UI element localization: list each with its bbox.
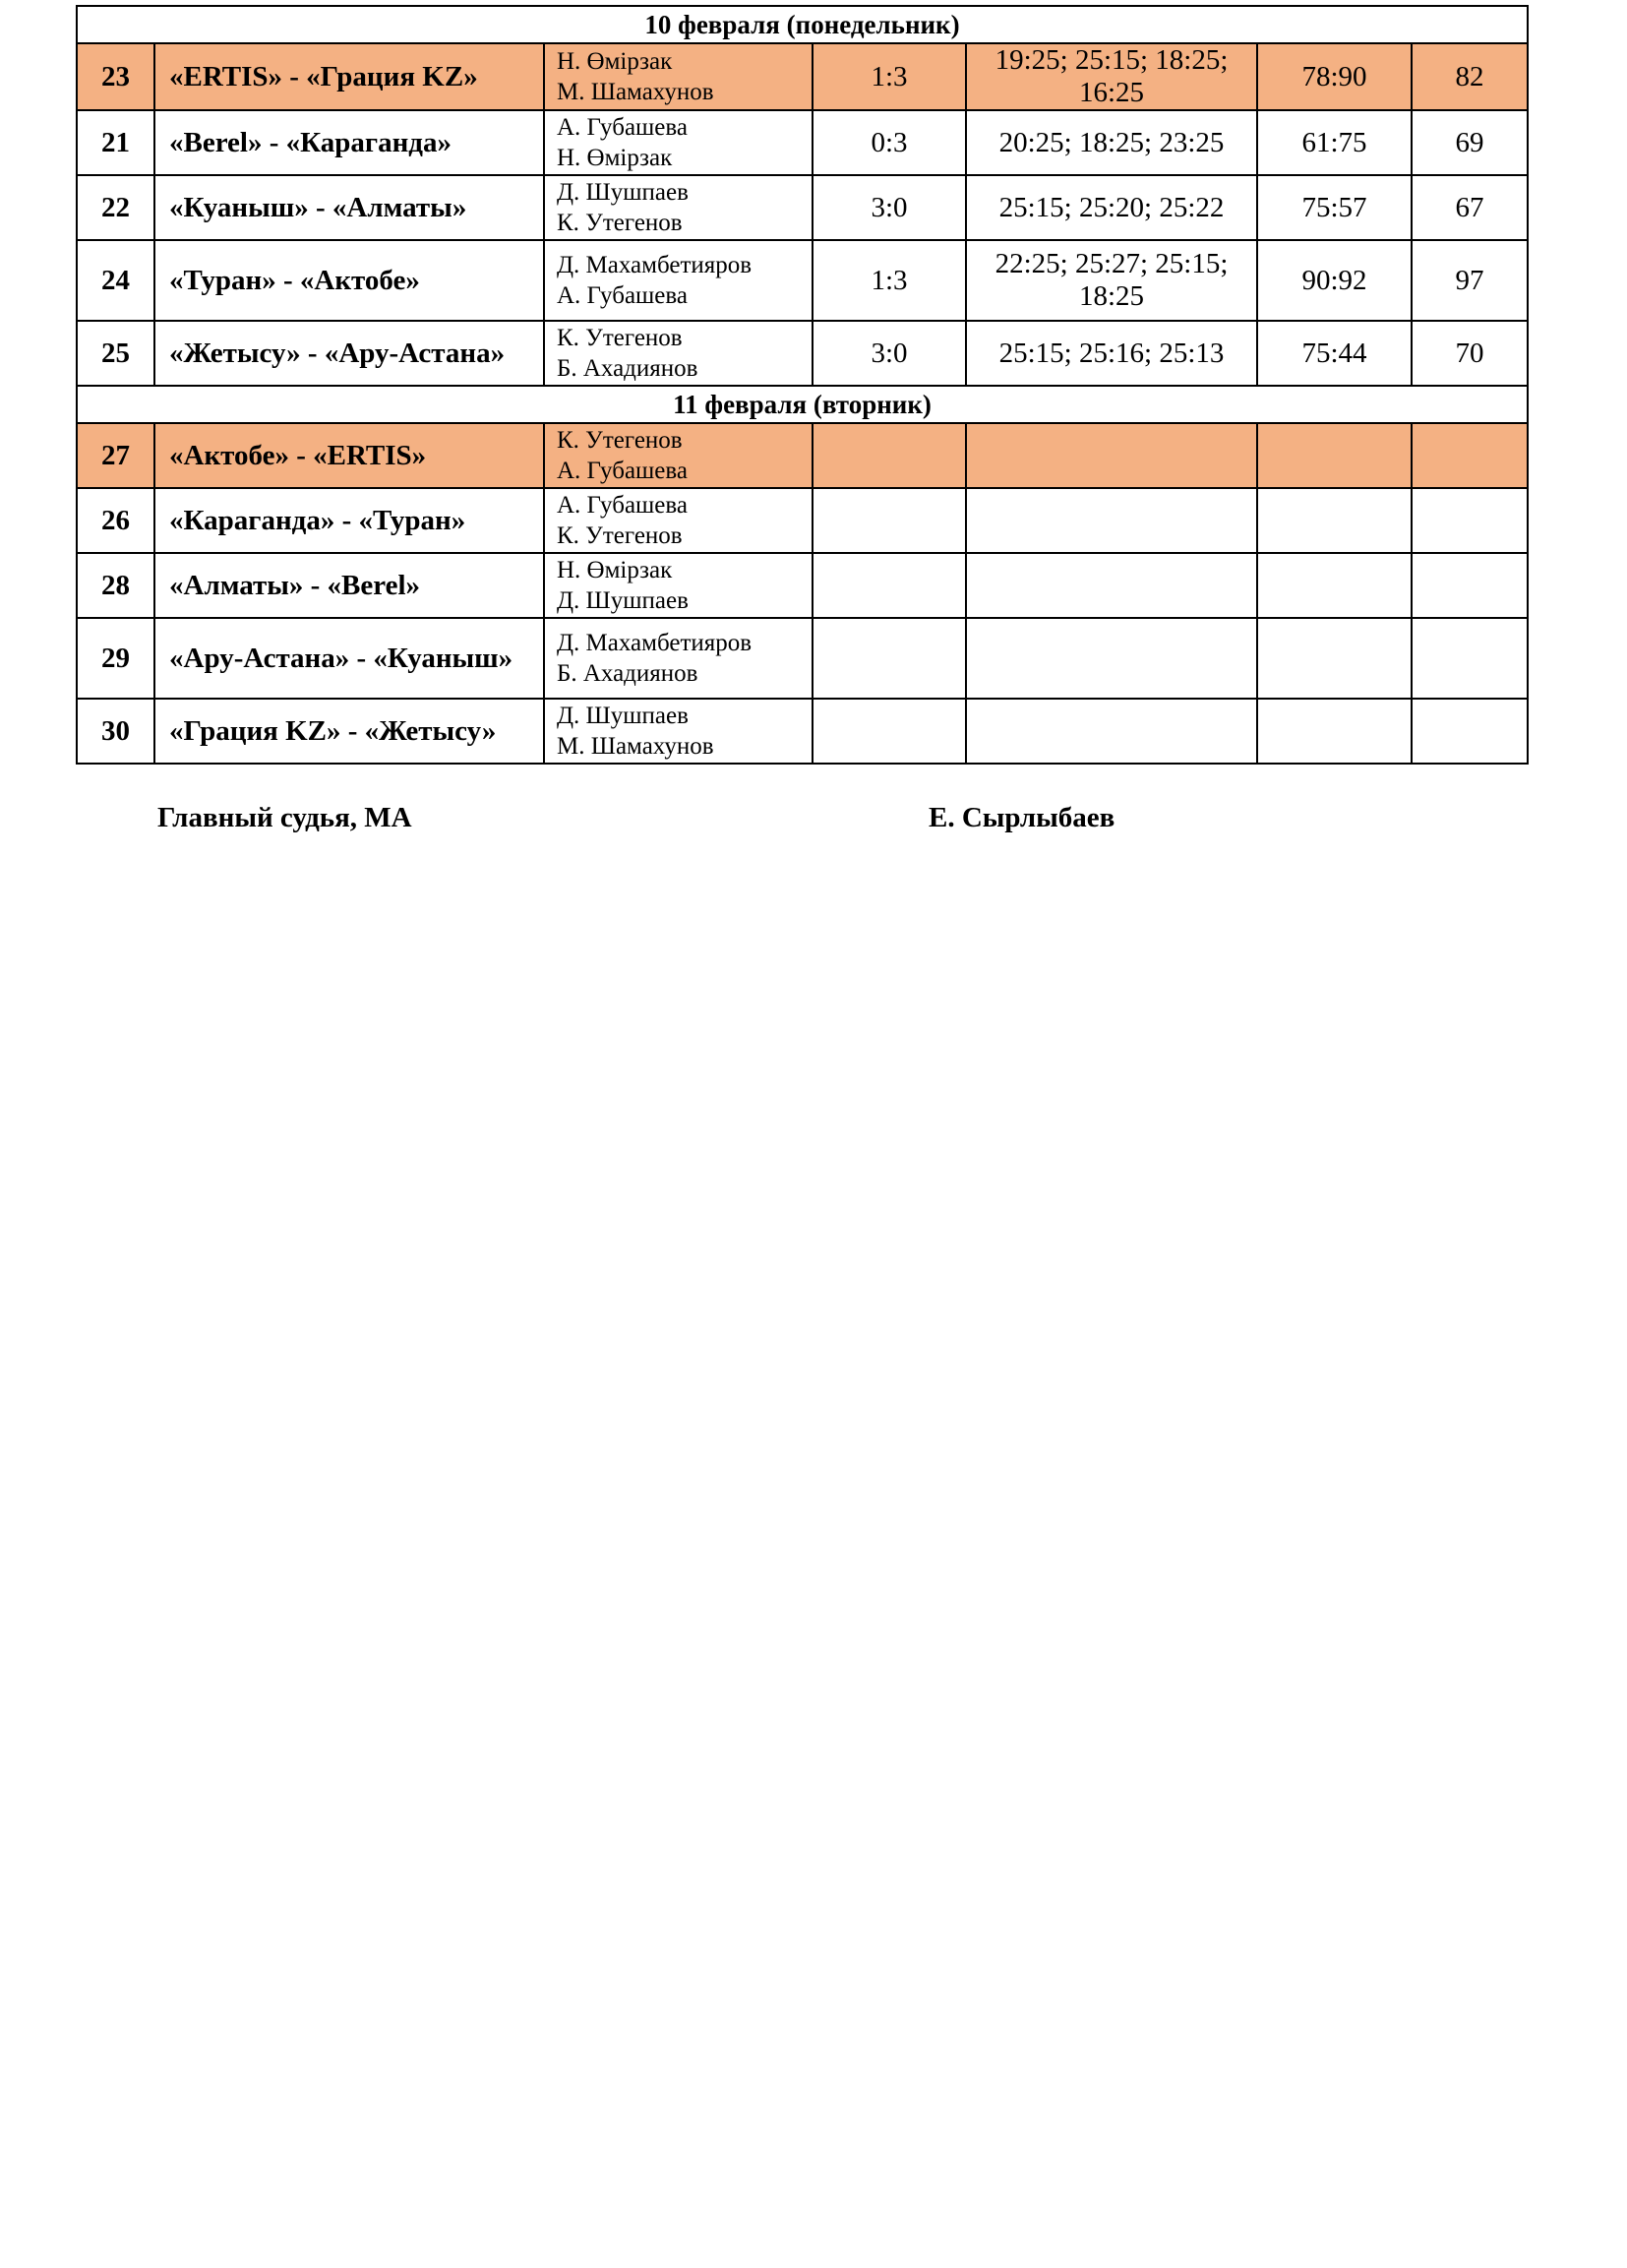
match-teams: «Грация KZ» - «Жетысу» bbox=[154, 699, 544, 764]
match-rating: 97 bbox=[1412, 240, 1528, 321]
referee-2: М. Шамахунов bbox=[557, 733, 714, 760]
table-row bbox=[77, 110, 1528, 175]
match-score: 1:3 bbox=[813, 43, 966, 110]
match-teams: «Куаныш» - «Алматы» bbox=[154, 175, 544, 240]
match-referees bbox=[544, 43, 813, 110]
chief-referee-name: Е. Сырлыбаев bbox=[929, 802, 1115, 833]
match-rating: 70 bbox=[1412, 321, 1528, 386]
day-title: 10 февраля (понедельник) bbox=[77, 6, 1528, 43]
match-points bbox=[1257, 553, 1412, 618]
match-score: 0:3 bbox=[813, 110, 966, 175]
referee-1: А. Губашева bbox=[557, 492, 688, 519]
match-points: 75:57 bbox=[1257, 175, 1412, 240]
referee-2: М. Шамахунов bbox=[557, 79, 714, 105]
match-sets bbox=[966, 618, 1257, 699]
match-score: 3:0 bbox=[813, 321, 966, 386]
match-teams: «Ару-Астана» - «Куаныш» bbox=[154, 618, 544, 699]
match-rating bbox=[1412, 553, 1528, 618]
match-number: 24 bbox=[77, 240, 154, 321]
chief-referee-role: Главный судья, МА bbox=[157, 802, 412, 833]
match-sets bbox=[966, 488, 1257, 553]
referee-1: Н. Өмірзак bbox=[557, 48, 673, 75]
day-header bbox=[77, 6, 1528, 43]
match-sets: 25:15; 25:16; 25:13 bbox=[966, 321, 1257, 386]
match-rating: 69 bbox=[1412, 110, 1528, 175]
match-rating bbox=[1412, 488, 1528, 553]
match-teams: «Алматы» - «Berel» bbox=[154, 553, 544, 618]
match-teams: «Туран» - «Актобе» bbox=[154, 240, 544, 321]
match-sets: 20:25; 18:25; 23:25 bbox=[966, 110, 1257, 175]
match-sets: 19:25; 25:15; 18:25; 16:25 bbox=[966, 43, 1257, 110]
match-teams: «Актобе» - «ERTIS» bbox=[154, 423, 544, 488]
match-sets: 22:25; 25:27; 25:15; 18:25 bbox=[966, 240, 1257, 321]
match-score bbox=[813, 553, 966, 618]
match-rating bbox=[1412, 618, 1528, 699]
match-schedule-table bbox=[76, 5, 1529, 765]
referee-2: К. Утегенов bbox=[557, 522, 683, 549]
day-header bbox=[77, 386, 1528, 423]
table-row bbox=[77, 321, 1528, 386]
match-rating bbox=[1412, 423, 1528, 488]
table-row bbox=[77, 488, 1528, 553]
table-row bbox=[77, 43, 1528, 110]
referee-1: А. Губашева bbox=[557, 114, 688, 141]
match-teams: «Berel» - «Караганда» bbox=[154, 110, 544, 175]
referee-2: А. Губашева bbox=[557, 458, 688, 484]
match-score bbox=[813, 423, 966, 488]
referee-1: Н. Өмірзак bbox=[557, 557, 673, 583]
match-number: 29 bbox=[77, 618, 154, 699]
match-points: 61:75 bbox=[1257, 110, 1412, 175]
match-referees bbox=[544, 175, 813, 240]
match-teams: «ERTIS» - «Грация KZ» bbox=[154, 43, 544, 110]
table-row bbox=[77, 175, 1528, 240]
referee-2: А. Губашева bbox=[557, 282, 688, 309]
table-row bbox=[77, 618, 1528, 699]
match-number: 25 bbox=[77, 321, 154, 386]
match-rating bbox=[1412, 699, 1528, 764]
match-referees bbox=[544, 618, 813, 699]
match-score bbox=[813, 488, 966, 553]
match-points: 78:90 bbox=[1257, 43, 1412, 110]
referee-2: Б. Ахадиянов bbox=[557, 355, 698, 382]
match-points bbox=[1257, 423, 1412, 488]
referee-2: К. Утегенов bbox=[557, 210, 683, 236]
match-rating: 82 bbox=[1412, 43, 1528, 110]
match-teams: «Караганда» - «Туран» bbox=[154, 488, 544, 553]
table-row bbox=[77, 423, 1528, 488]
match-referees bbox=[544, 488, 813, 553]
day-title: 11 февраля (вторник) bbox=[77, 386, 1528, 423]
table-row bbox=[77, 699, 1528, 764]
referee-1: Д. Махамбетияров bbox=[557, 630, 753, 656]
match-points bbox=[1257, 618, 1412, 699]
match-number: 21 bbox=[77, 110, 154, 175]
referee-1: Д. Махамбетияров bbox=[557, 252, 753, 278]
referee-1: К. Утегенов bbox=[557, 325, 683, 351]
match-number: 28 bbox=[77, 553, 154, 618]
match-sets bbox=[966, 423, 1257, 488]
match-score bbox=[813, 618, 966, 699]
match-points bbox=[1257, 699, 1412, 764]
match-score: 1:3 bbox=[813, 240, 966, 321]
referee-1: Д. Шушпаев bbox=[557, 703, 689, 729]
match-referees bbox=[544, 240, 813, 321]
referee-2: Н. Өмірзак bbox=[557, 145, 673, 171]
table-row bbox=[77, 553, 1528, 618]
referee-2: Д. Шушпаев bbox=[557, 587, 689, 614]
match-rating: 67 bbox=[1412, 175, 1528, 240]
match-referees bbox=[544, 553, 813, 618]
match-number: 30 bbox=[77, 699, 154, 764]
match-points bbox=[1257, 488, 1412, 553]
match-points: 75:44 bbox=[1257, 321, 1412, 386]
match-number: 22 bbox=[77, 175, 154, 240]
match-sets: 25:15; 25:20; 25:22 bbox=[966, 175, 1257, 240]
match-referees bbox=[544, 699, 813, 764]
match-number: 26 bbox=[77, 488, 154, 553]
match-referees bbox=[544, 321, 813, 386]
match-number: 27 bbox=[77, 423, 154, 488]
match-sets bbox=[966, 553, 1257, 618]
match-score: 3:0 bbox=[813, 175, 966, 240]
match-referees bbox=[544, 423, 813, 488]
match-number: 23 bbox=[77, 43, 154, 110]
referee-1: К. Утегенов bbox=[557, 427, 683, 454]
match-points: 90:92 bbox=[1257, 240, 1412, 321]
referee-2: Б. Ахадиянов bbox=[557, 660, 698, 687]
table-row bbox=[77, 240, 1528, 321]
match-sets bbox=[966, 699, 1257, 764]
match-teams: «Жетысу» - «Ару-Астана» bbox=[154, 321, 544, 386]
match-score bbox=[813, 699, 966, 764]
match-referees bbox=[544, 110, 813, 175]
referee-1: Д. Шушпаев bbox=[557, 179, 689, 206]
